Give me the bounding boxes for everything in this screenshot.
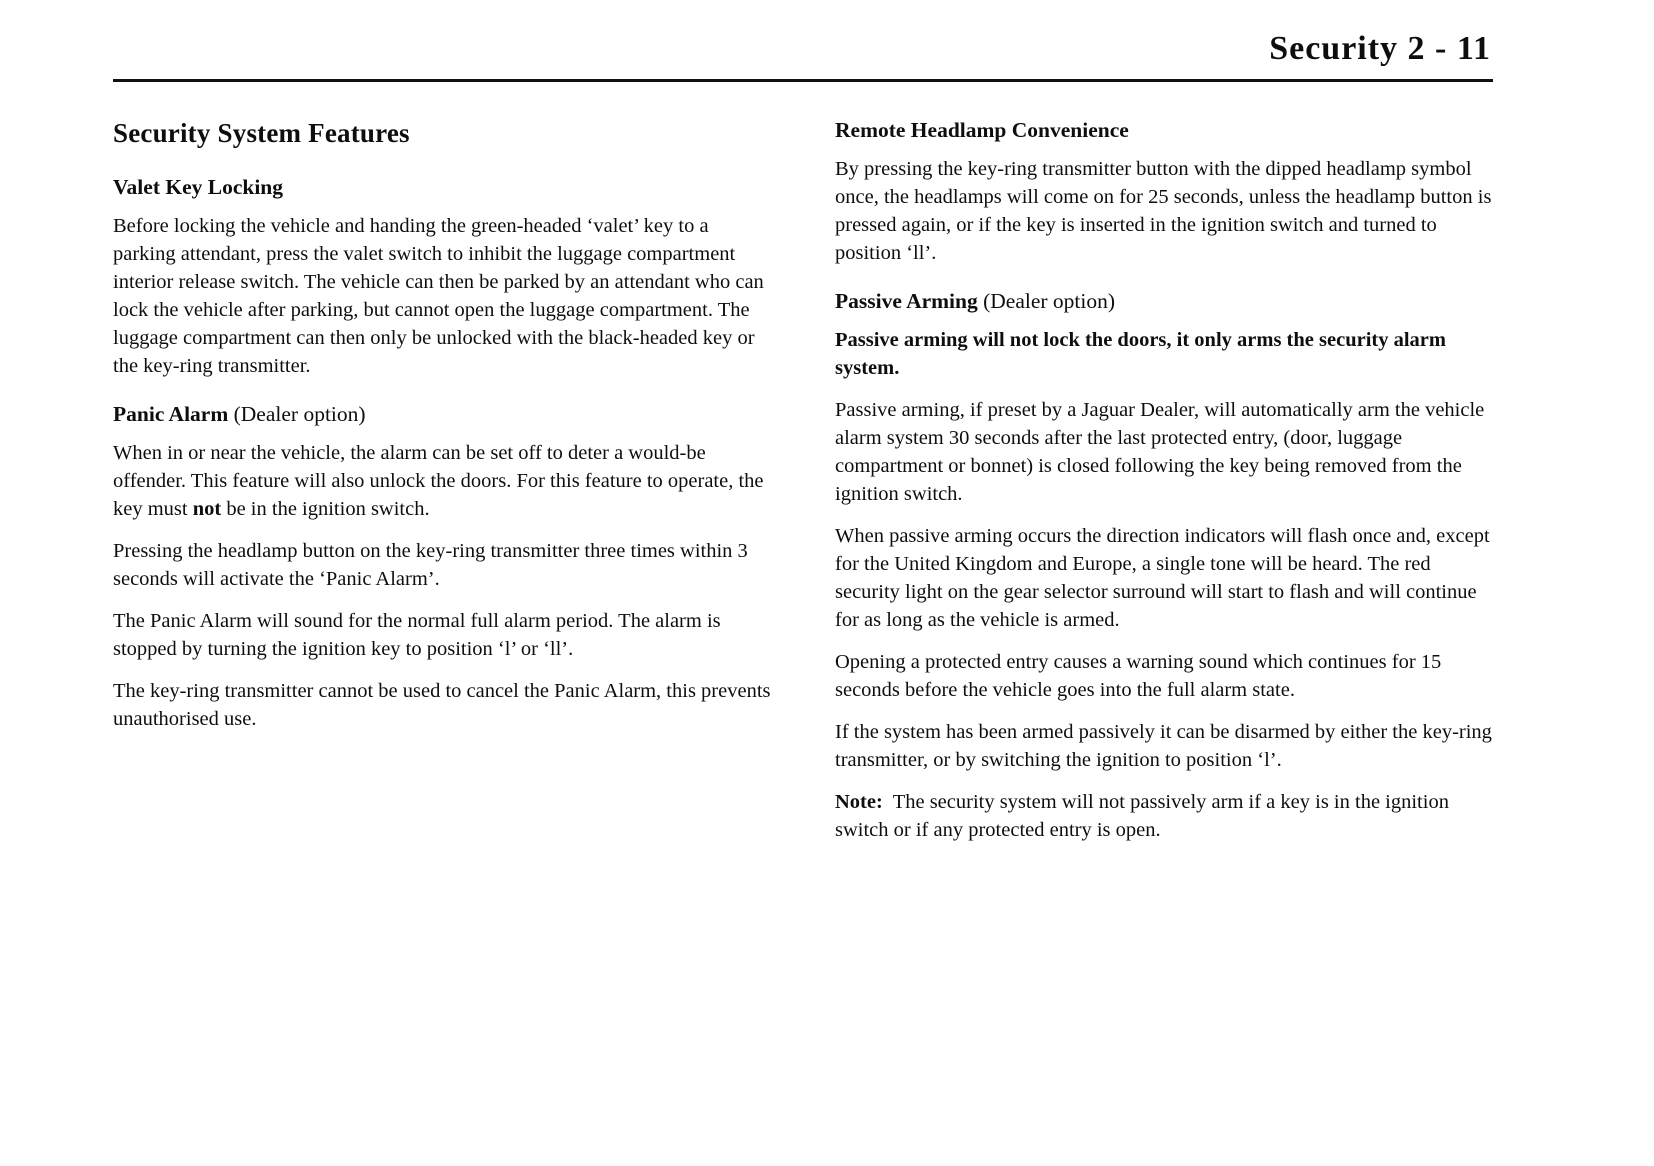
paragraph — [835, 396, 1495, 508]
text-run: The security system will not passively arm if a key is in the ignition switch or if any protected entry is open. — [835, 790, 1455, 841]
header-rule — [113, 79, 1493, 82]
paragraph — [113, 607, 773, 663]
text-run: Before locking the vehicle and handing the green-headed ‘valet’ key to a parking attendant, press the valet switch to inhibit the luggage compartment interior release switch. The vehicle can then be parked by an attendant who can lock the vehicle after parking, but cannot open the luggage compartment. The luggage compartment can then only be unlocked with the black-headed key or the key-ring transmitter. — [113, 215, 769, 378]
text-run: Remote Headlamp Convenience — [835, 118, 1129, 143]
text-run: The key-ring transmitter cannot be used to cancel the Panic Alarm, this prevents unauthorised use. — [113, 680, 776, 731]
text-run: be in the ignition switch. — [221, 498, 430, 521]
text-run: The Panic Alarm will sound for the normal full alarm period. The alarm is stopped by turning the ignition key to position ‘l’ or ‘ll’. — [113, 610, 726, 661]
text-run: (Dealer option) — [228, 402, 366, 427]
text-run: Valet Key Locking — [113, 175, 284, 200]
sub-heading — [113, 175, 773, 201]
paragraph — [113, 537, 773, 593]
text-run: Passive Arming — [835, 289, 978, 314]
paragraph — [113, 212, 773, 380]
text-run: When passive arming occurs the direction indicators will flash once and, except for the United Kingdom and Europe, a single tone will be heard. The red security light on the gear selector surround will start to flash and will continue for as long as the vehicle is armed. — [835, 524, 1495, 631]
note-paragraph — [835, 788, 1495, 844]
paragraph — [835, 522, 1495, 634]
text-run: Opening a protected entry causes a warning sound which continues for 15 seconds before the vehicle goes into the full alarm state. — [835, 650, 1447, 701]
text-run: Note: — [835, 790, 883, 813]
paragraph — [113, 677, 776, 733]
text-run: Passive arming will not lock the doors, it only arms the security alarm system. — [835, 328, 1452, 379]
page-content — [113, 118, 1498, 858]
text-run: Panic Alarm — [113, 402, 229, 427]
page-title: Security 2 - 11 — [1269, 30, 1491, 67]
paragraph — [835, 718, 1498, 774]
sub-heading — [835, 118, 1495, 144]
text-run: If the system has been armed passively it can be disarmed by either the key-ring transmitter, or by switching the ignition to position ‘l’. — [835, 720, 1498, 771]
left-column — [113, 118, 776, 858]
right-column — [835, 118, 1498, 858]
paragraph — [835, 155, 1495, 267]
section-heading — [113, 118, 773, 149]
text-run: Passive arming, if preset by a Jaguar Dealer, will automatically arm the vehicle alarm system 30 seconds after the last protected entry, (door, luggage compartment or bonnet) is closed following the key being removed from the ignition switch. — [835, 398, 1490, 505]
paragraph — [835, 648, 1495, 704]
text-run: Pressing the headlamp button on the key-ring transmitter three times within 3 seconds will activate the ‘Panic Alarm’. — [113, 540, 753, 591]
text-run: (Dealer option) — [977, 289, 1116, 314]
sub-heading — [835, 289, 1495, 315]
text-run: not — [192, 498, 222, 521]
sub-heading — [113, 402, 773, 428]
page-header — [113, 30, 1493, 67]
text-run: By pressing the key-ring transmitter button with the dipped headlamp symbol once, the headlamps will come on for 25 seconds, unless the headlamp button is pressed again, or if the key is inserted in the ignition switch and turned to position ‘ll’. — [835, 158, 1497, 265]
paragraph — [835, 326, 1495, 382]
text-run: When in or near the vehicle, the alarm can be set off to deter a would-be offender. This feature will also unlock the doors. For this feature to operate, the key must — [113, 442, 769, 521]
text-run: Security System Features — [113, 118, 410, 149]
paragraph — [113, 439, 773, 523]
